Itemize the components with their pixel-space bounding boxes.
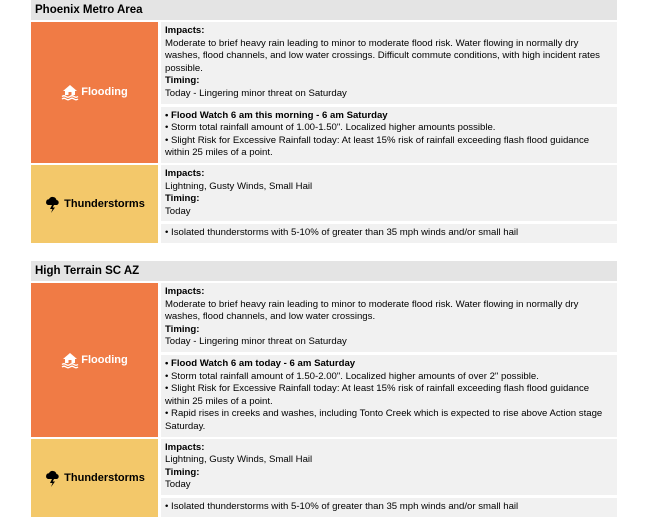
impacts-label: Impacts:	[165, 25, 205, 36]
flood-watch-text: • Flood Watch 6 am today - 6 am Saturday	[165, 357, 356, 369]
impacts-text: Moderate to brief heavy rain leading to minor to moderate flood risk. Water flowing in normally dry washes, flood channels, and low water crossings. Difficult commute conditions, with high incident rates possible.	[165, 37, 600, 74]
thunderstorm-cloud-icon	[44, 195, 62, 213]
thunderstorms-row	[31, 439, 617, 517]
impacts-text: Moderate to brief heavy rain leading to minor to moderate flood risk. Water flowing in normally dry washes, flood channels, and low water crossings.	[165, 298, 579, 323]
flooding-row	[31, 283, 617, 437]
impacts-label: Impacts:	[165, 441, 205, 453]
impacts-label: Impacts:	[165, 286, 205, 297]
timing-text: Today - Lingering minor threat on Saturday	[165, 87, 347, 99]
section-title: High Terrain SC AZ	[31, 261, 617, 281]
thunderstorms-label: Thunderstorms	[64, 471, 145, 484]
timing-label: Timing:	[165, 323, 200, 335]
detail-bullet: • Rapid rises in creeks and washes, including Tonto Creek which is expected to rise above Action stage Saturday.	[165, 408, 603, 432]
flooding-impacts-box	[161, 283, 617, 352]
flood-house-icon	[61, 351, 79, 369]
thunderstorms-impacts-box	[161, 165, 617, 221]
thunderstorm-cloud-icon	[44, 469, 62, 487]
detail-bullet: • Storm total rainfall amount of 1.00-1.50". Localized higher amounts possible.	[165, 122, 496, 134]
thunderstorms-label-cell	[31, 439, 158, 517]
section-high-terrain-sc-az	[31, 261, 617, 517]
detail-bullet: • Isolated thunderstorms with 5-10% of greater than 35 mph winds and/or small hail	[165, 227, 519, 239]
flooding-details-box	[161, 107, 617, 163]
timing-label: Timing:	[165, 193, 200, 205]
thunderstorms-row	[31, 165, 617, 243]
timing-text: Today	[165, 479, 191, 491]
timing-label: Timing:	[165, 75, 200, 87]
detail-bullet: • Slight Risk for Excessive Rainfall today: At least 15% risk of rainfall exceeding flash flood guidance within 25 miles of a point.	[165, 134, 590, 159]
thunderstorms-details-box	[161, 498, 617, 517]
flood-watch-text: • Flood Watch 6 am this morning - 6 am Saturday	[165, 109, 388, 121]
impacts-label: Impacts:	[165, 167, 205, 179]
timing-text: Today - Lingering minor threat on Saturday	[165, 336, 347, 348]
impacts-text: Lightning, Gusty Winds, Small Hail	[165, 180, 313, 192]
detail-bullet: • Slight Risk for Excessive Rainfall today: At least 15% risk of rainfall exceeding flash flood guidance within 25 miles of a point.	[165, 383, 590, 407]
flood-house-icon	[61, 83, 79, 101]
flooding-impacts-box	[161, 22, 617, 104]
thunderstorms-details-box	[161, 224, 617, 243]
flooding-details-box	[161, 355, 617, 437]
thunderstorms-impacts-box	[161, 439, 617, 495]
section-phoenix-metro	[31, 0, 617, 243]
flooding-label: Flooding	[81, 353, 128, 366]
timing-text: Today	[165, 205, 191, 217]
detail-bullet: • Isolated thunderstorms with 5-10% of greater than 35 mph winds and/or small hail	[165, 500, 519, 512]
flooding-label-cell	[31, 283, 158, 437]
thunderstorms-label-cell	[31, 165, 158, 243]
flooding-label: Flooding	[81, 86, 128, 99]
flooding-row	[31, 22, 617, 163]
impacts-text: Lightning, Gusty Winds, Small Hail	[165, 454, 313, 466]
thunderstorms-label: Thunderstorms	[64, 197, 145, 210]
section-title: Phoenix Metro Area	[31, 0, 617, 20]
flooding-label-cell	[31, 22, 158, 163]
timing-label: Timing:	[165, 466, 200, 478]
detail-bullet: • Storm total rainfall amount of 1.50-2.00". Localized higher amounts of over 2" possible.	[165, 370, 539, 382]
